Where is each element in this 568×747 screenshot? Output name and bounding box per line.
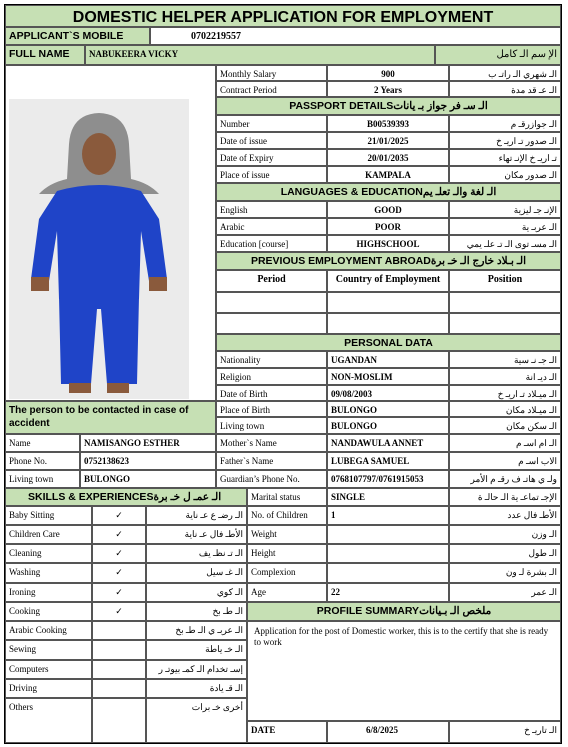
skill-children-care-arabic: الأطـ فال عـ ناية xyxy=(146,525,247,544)
skill-computers-label: Computers xyxy=(5,660,92,679)
position-header: Position xyxy=(449,270,561,292)
personal-data-header: PERSONAL DATA xyxy=(216,334,561,351)
expiry-date-label: Date of Expiry xyxy=(216,149,327,166)
education-arabic: الـ مسـ توى الـ تـ علـ يمي xyxy=(449,235,561,252)
father-name-value: LUBEGA SAMUEL xyxy=(327,452,449,470)
skill-arabic-cooking-label: Arabic Cooking xyxy=(5,621,92,640)
issue-place-label: Place of issue xyxy=(216,166,327,183)
nationality-label: Nationality xyxy=(216,351,327,368)
nationality-value: UGANDAN xyxy=(327,351,449,368)
birthplace-label: Place of Birth xyxy=(216,401,327,417)
skill-cleaning-check: ✓ xyxy=(92,544,146,563)
skill-ironing-label: Ironing xyxy=(5,583,92,602)
skill-driving-arabic: الـ قـ يادة xyxy=(146,679,247,698)
table-row xyxy=(327,292,449,313)
skill-computers-check xyxy=(92,660,146,679)
father-name-arabic: الاب اسـ م xyxy=(449,452,561,470)
skill-washing-check: ✓ xyxy=(92,563,146,583)
mother-name-label: Mother`s Name xyxy=(216,434,327,452)
issue-date-value: 21/01/2025 xyxy=(327,132,449,149)
skills-header: SKILLS & EXPERIENCESالـ عمـ ل خـ برة xyxy=(5,488,247,506)
dob-label: Date of Birth xyxy=(216,385,327,401)
nationality-arabic: الـ جـ نـ سية xyxy=(449,351,561,368)
skill-cooking-check: ✓ xyxy=(92,602,146,621)
living-town-arabic: الـ سكن مكان xyxy=(449,417,561,434)
contact-town-label: Living town xyxy=(5,470,80,488)
skill-sewing-check xyxy=(92,640,146,660)
salary-label: Monthly Salary xyxy=(216,65,327,81)
weight-value xyxy=(327,525,449,544)
birthplace-value: BULONGO xyxy=(327,401,449,417)
contact-name-value: NAMISANGO ESTHER xyxy=(80,434,216,452)
skill-others-check xyxy=(92,698,146,743)
issue-place-arabic: الـ صدور مكان xyxy=(449,166,561,183)
skill-others-arabic: أخرى خـ برات xyxy=(146,698,247,743)
passport-number-arabic: الـ جوازرقـ م xyxy=(449,115,561,132)
english-label: English xyxy=(216,201,327,218)
arabic-arabic: الـ عربـ ية xyxy=(449,218,561,235)
date-arabic: الـ تاريـ خ xyxy=(449,721,561,743)
age-value: 22 xyxy=(327,583,449,602)
expiry-date-value: 20/01/2035 xyxy=(327,149,449,166)
mobile-value: 0702219557 xyxy=(150,27,561,45)
salary-value: 900 xyxy=(327,65,449,81)
complexion-label: Complexion xyxy=(247,563,327,583)
table-row xyxy=(449,313,561,334)
age-arabic: الـ عمر xyxy=(449,583,561,602)
mother-name-arabic: الـ ام اسـ م xyxy=(449,434,561,452)
application-form xyxy=(4,4,562,744)
skill-washing-arabic: الـ غـ سيل xyxy=(146,563,247,583)
complexion-arabic: الـ بشرة لـ ون xyxy=(449,563,561,583)
skill-baby-sitting-label: Baby Sitting xyxy=(5,506,92,525)
period-header: Period xyxy=(216,270,327,292)
height-value xyxy=(327,544,449,563)
religion-label: Religion xyxy=(216,368,327,385)
skill-cleaning-arabic: الـ تـ نظـ يف xyxy=(146,544,247,563)
skill-children-care-check: ✓ xyxy=(92,525,146,544)
skill-others-label: Others xyxy=(5,698,92,743)
marital-status-label: Marital status xyxy=(247,488,327,506)
arabic-value: POOR xyxy=(327,218,449,235)
guardian-phone-label: Guardian’s Phone No. xyxy=(216,470,327,488)
children-value: 1 xyxy=(327,506,449,525)
expiry-date-arabic: تـ اريـ خ الإنـ تهاء xyxy=(449,149,561,166)
skill-sewing-arabic: الـ خـ ياطة xyxy=(146,640,247,660)
form-title: DOMESTIC HELPER APPLICATION FOR EMPLOYMENT xyxy=(5,5,561,27)
english-value: GOOD xyxy=(327,201,449,218)
skill-children-care-label: Children Care xyxy=(5,525,92,544)
full-name-value: NABUKEERA VICKY xyxy=(85,45,435,65)
table-row xyxy=(216,313,327,334)
skill-arabic-cooking-check xyxy=(92,621,146,640)
passport-header: PASSPORT DETAILSالـ سـ فر جواز بـ يانات xyxy=(216,97,561,115)
complexion-value xyxy=(327,563,449,583)
skill-cleaning-label: Cleaning xyxy=(5,544,92,563)
birthplace-arabic: الـ ميـلاد مكان xyxy=(449,401,561,417)
full-name-arabic: الإ سم الـ كامل xyxy=(435,45,561,65)
full-name-label: FULL NAME xyxy=(5,45,85,65)
skill-baby-sitting-check: ✓ xyxy=(92,506,146,525)
contact-phone-value: 0752138623 xyxy=(80,452,216,470)
living-town-label: Living town xyxy=(216,417,327,434)
education-label: Education [course] xyxy=(216,235,327,252)
contract-label: Contract Period xyxy=(216,81,327,97)
skill-cooking-label: Cooking xyxy=(5,602,92,621)
weight-arabic: الـ وزن xyxy=(449,525,561,544)
children-arabic: الأطـ فال عدد xyxy=(449,506,561,525)
table-row xyxy=(449,292,561,313)
applicant-photo xyxy=(9,99,189,399)
skill-sewing-label: Sewing xyxy=(5,640,92,660)
table-row xyxy=(216,292,327,313)
skill-washing-label: Washing xyxy=(5,563,92,583)
age-label: Age xyxy=(247,583,327,602)
father-name-label: Father`s Name xyxy=(216,452,327,470)
languages-header: LANGUAGES & EDUCATIONالـ لغة والـ تعلـ يم xyxy=(216,183,561,201)
skill-cooking-arabic: الـ طـ بخ xyxy=(146,602,247,621)
contract-value: 2 Years xyxy=(327,81,449,97)
skill-arabic-cooking-arabic: الـ عربـ ي الـ طـ بخ xyxy=(146,621,247,640)
weight-label: Weight xyxy=(247,525,327,544)
mobile-label: APPLICANT`S MOBILE xyxy=(5,27,150,45)
education-value: HIGHSCHOOL xyxy=(327,235,449,252)
arabic-label: Arabic xyxy=(216,218,327,235)
issue-place-value: KAMPALA xyxy=(327,166,449,183)
height-label: Height xyxy=(247,544,327,563)
table-row xyxy=(327,313,449,334)
salary-arabic: الـ شهري الـ راتـ ب xyxy=(449,65,561,81)
dob-value: 09/08/2003 xyxy=(327,385,449,401)
skill-driving-label: Driving xyxy=(5,679,92,698)
religion-value: NON-MOSLIM xyxy=(327,368,449,385)
passport-number-label: Number xyxy=(216,115,327,132)
skill-baby-sitting-arabic: الـ رضـ ع عـ ناية xyxy=(146,506,247,525)
height-arabic: الـ طول xyxy=(449,544,561,563)
english-arabic: الإنـ جـ ليزية xyxy=(449,201,561,218)
skill-ironing-arabic: الـ كوي xyxy=(146,583,247,602)
contact-name-label: Name xyxy=(5,434,80,452)
passport-number-value: B00539393 xyxy=(327,115,449,132)
guardian-phone-value: 0768107797/0761915053 xyxy=(327,470,449,488)
date-value: 6/8/2025 xyxy=(327,721,449,743)
issue-date-arabic: الـ صدور تـ اريـ خ xyxy=(449,132,561,149)
profile-summary-header: PROFILE SUMMARYملخص الـ بـيانات xyxy=(247,602,561,621)
skill-driving-check xyxy=(92,679,146,698)
marital-status-arabic: الإجـ تماعـ ية الـ حالـ ة xyxy=(449,488,561,506)
guardian-phone-arabic: ولـ ي هاتـ ف رقـ م الأمر xyxy=(449,470,561,488)
mother-name-value: NANDAWULA ANNET xyxy=(327,434,449,452)
date-label: DATE xyxy=(247,721,327,743)
contact-town-value: BULONGO xyxy=(80,470,216,488)
marital-status-value: SINGLE xyxy=(327,488,449,506)
profile-summary-text: Application for the post of Domestic worker, this is to the certify that she is ready to work xyxy=(247,621,561,721)
religion-arabic: الـ ديـ انة xyxy=(449,368,561,385)
dob-arabic: الـ ميـلاد تـ اريـ خ xyxy=(449,385,561,401)
skill-ironing-check: ✓ xyxy=(92,583,146,602)
contact-person-header: The person to be contacted in case of accident xyxy=(5,401,216,434)
issue-date-label: Date of issue xyxy=(216,132,327,149)
photo-frame xyxy=(5,65,216,401)
previous-employment-header: PREVIOUS EMPLOYMENT ABROADالـ بـلاد خارج الـ خـ برة xyxy=(216,252,561,270)
living-town-value: BULONGO xyxy=(327,417,449,434)
children-label: No. of Children xyxy=(247,506,327,525)
country-header: Country of Employment xyxy=(327,270,449,292)
skill-computers-arabic: إسـ تخدام الـ كمـ بيوتـ ر xyxy=(146,660,247,679)
contract-arabic: الـ عـ قد مدة xyxy=(449,81,561,97)
contact-phone-label: Phone No. xyxy=(5,452,80,470)
